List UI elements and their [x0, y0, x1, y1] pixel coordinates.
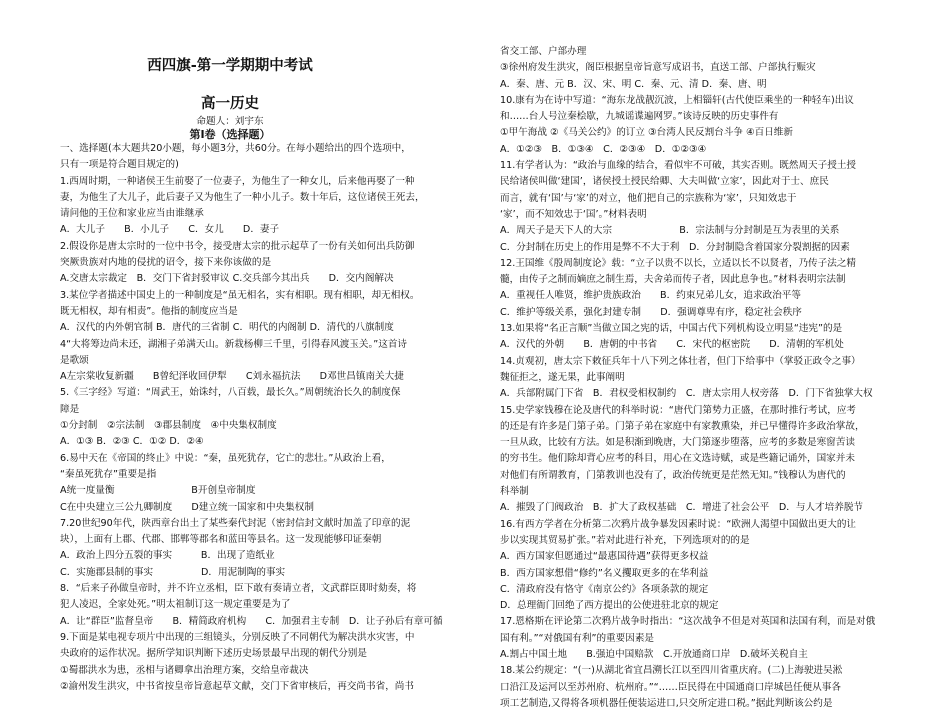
text-line: ①分封制 ②宗法制 ③郡县制度 ④中央集权制度 — [60, 420, 277, 432]
text-line: A统一度量衡 B开创皇帝制度 — [60, 485, 256, 497]
text-line: A．让“群臣”监督皇帝 B．精简政府机构 C．加强君主专制 D．让子孙后有章可循 — [60, 615, 443, 627]
text-line: 步以实现其贸易扩张。”若对此进行补充，下列选项对的的是 — [500, 534, 750, 546]
text-line: 项工艺制造,又得将各项机器任便装运进口,只交所定进口税。”据此判断该公约是 — [500, 697, 833, 709]
left-column — [60, 141, 453, 695]
text-line: A．兵部附属门下省 B．君权受相权制约 C．唐太宗用人权旁落 D．门下省独掌大权 — [500, 388, 873, 400]
text-line: 一、选择题(本大题共20小题，每小题3分，共60分。在每小题给出的四个选项中， — [60, 143, 411, 154]
text-line: 央政府的运作状况。据所学知识判断下述历史场景最早出现的朝代分别是 — [60, 648, 367, 660]
text-line: 1.西周时期，一种诸侯王生前娶了一位妻子，为他生了一种女儿，后来他再娶了一种 — [60, 175, 415, 187]
text-line: A．周天子是天下人的大宗 B．宗法制与分封制是互为表里的关系 — [500, 225, 840, 237]
text-line: 6.易中天在《帝国的终止》中说：“秦，虽死犹存，它亡的悲壮。”从政治上看， — [60, 452, 391, 464]
text-line: “秦虽死犹存”重要是指 — [60, 468, 157, 480]
text-line: B．西方国家想借“修约”名义攫取更多的在华利益 — [500, 567, 709, 579]
text-line: A．西方国家但愿通过“最惠国待遇”获得更多权益 — [500, 551, 709, 563]
text-line: 2.假设你是唐太宗时的一位中书令，接受唐太宗的批示起草了一份有关如何出兵防御 — [60, 240, 415, 252]
text-line: C．清政府没有恪守《南京公约》各项条款的规定 — [500, 583, 709, 595]
text-line: D．总理衙门回绝了西方提出的公使进驻北京的规定 — [500, 600, 719, 612]
text-line: A．汉代的外朝 B．唐朝的中书省 C．宋代的枢密院 D．清朝的军机处 — [500, 339, 844, 351]
text-line: 5.《三字经》写道：“周武王，始诛纣，八百载，最长久。”周朝统治长久的制度保 — [60, 387, 401, 399]
text-line: 髓，由传子之制而嫡庶之制生焉，夫舍弟而传子者，因此息争也。”材料表明宗法制 — [500, 274, 846, 286]
text-line: 和……台人号泣秦桧歇，九城谣谍遍网罗。”该诗反映的历史事件有 — [500, 111, 779, 123]
text-line: 口沿江及运河以至苏州府、杭州府。”“……臣民得在中国通商口岸城邑任便从事各 — [500, 681, 841, 693]
text-line: 既无相权，却有相责”。他指的制度应当是 — [60, 305, 238, 317]
text-line: A．摧毁了门阀政治 B．扩大了政权基础 C．增进了社会公平 D．与人才培养脱节 — [500, 502, 864, 514]
text-line: 18.某公约规定：“(一)从湖北省宜昌溯长江以至四川省重庆府。(二)上海驶进吴淞 — [500, 665, 843, 677]
text-line: 12.王国维《殷周制度论》载：“立子以贵不以长，立适以长不以贤者，乃传子法之精 — [500, 257, 857, 269]
text-line: 的还是有许多是门第子弟。门第子弟在家庭中有家教熏染，并已早懂得许多政治掌故， — [500, 420, 865, 432]
text-line: 请问他的王位和家业应当由谁继承 — [60, 208, 204, 220]
text-line: 科举制 — [500, 486, 529, 498]
text-line: 突厥贵族对内地的侵扰的诏令，接下来你该做的是 — [60, 257, 272, 269]
text-line: A.割占中国土地 B.强迫中国赔款 C.开放通商口岸 D.破坏关税自主 — [500, 648, 808, 660]
text-line: 块），上面有上郡、代郡、邯郸等郡名和蓝田等县名。这一发现能够印证秦朝 — [60, 534, 382, 546]
exam-author: 命题人：刘宇东 — [196, 116, 264, 127]
text-line: 国有利。”“对俄国有利”的重要因素是 — [500, 632, 655, 644]
text-line: C．实施郡县制的事实 D．用泥制陶的事实 — [60, 566, 286, 578]
text-line: 11.有学者认为：“政治与血缘的结合，看似牢不可破，其实否则。既然周天子授土授 — [500, 160, 857, 172]
text-line: C在中央建立三公九卿制度 D建立统一国家和中央集权制 — [60, 501, 314, 513]
text-line: 16.有西方学者在分析第二次鸦片战争暴发因素时说：“欧洲人渴望中国做出更大的让 — [500, 518, 857, 530]
text-line: A.交唐太宗裁定 B．交门下省封驳审议 C.交兵部今其出兵 D．交内阁解决 — [60, 273, 394, 285]
exam-subject: 高一历史 — [201, 96, 259, 112]
exam-title: 西四旗-第一学期期中考试 — [147, 58, 313, 74]
text-line: 对他们有所谓教育，门第教训也没有了，政治传统更是茫然无知。”钱穆认为唐代的 — [500, 469, 846, 481]
text-line: ③徐州府发生洪灾，阁臣根据皇帝旨意写成诏书，直送工部、户部执行赈灾 — [500, 62, 816, 74]
text-line: 省交工部、户部办理 — [500, 46, 587, 57]
text-line: A．大儿子 B．小儿子 C．女儿 D．妻子 — [60, 224, 280, 236]
text-line: 障是 — [60, 403, 80, 415]
text-line: C．分封制在历史上的作用是弊不不大于利 D．分封制隐含着国家分裂割据的因素 — [500, 241, 850, 253]
text-line: 一旦从政，比较有方法。如是积渐到晚唐，大门第逐步堕落，应考的多数是寒窗苦读 — [500, 437, 855, 449]
text-line: 民给诸侯叫做‘建国’，诸侯授土授民给卿、大夫叫做‘立家’，因此对于士、庶民 — [500, 176, 829, 188]
text-line: 7.20世纪90年代，陕西章台出土了某些秦代封泥（密封信封文献时加盖了印章的泥 — [60, 517, 411, 529]
text-line: 10.康有为在诗中写道：“海东龙战靓沉波，上相锱轩(古代使臣乘坐的一种轻车)出议 — [500, 94, 854, 106]
text-line: 14.贞观初，唐太宗下敕征兵年十八下列之体壮者，但门下给事中（掌驳正政令之事） — [500, 355, 861, 367]
text-line: A．秦、唐、元 B．汉、宋、明 C．秦、元、清 D．秦、唐、明 — [500, 78, 767, 90]
text-line: 只有一项是符合题目规定的) — [60, 159, 179, 171]
text-line: A．汉代的内外朝官制 B．唐代的三省制 C．明代的内阁制 D．清代的八旗制度 — [60, 322, 394, 334]
text-line: 4“大将筹边尚未还，湖湘子弟满天山。新栽杨柳三千里，引得春风渡玉关。”这首诗 — [60, 338, 408, 350]
text-line: ②渝州发生洪灾，中书省按皇帝旨意起草文献，交门下省审核后，再交尚书省，尚书 — [60, 680, 414, 692]
text-line: 3.某位学者描述中国史上的一种制度是“虽无相名，实有相职。现有相职，却无相权。 — [60, 289, 420, 301]
text-line: 13.如果将“名正言顺”当做立国之宪的话，中国古代下列机构设立明显“违宪”的是 — [500, 323, 843, 335]
text-line: 而言，就有‘国’与‘家’的对立，他们把自己的宗族称为‘家’，只知效忠于 — [500, 192, 797, 204]
text-line: A．政治上四分五裂的事实 B．出现了造纸业 — [60, 550, 275, 562]
text-line: 魏征拒之，遂无果，此事阐明 — [500, 371, 625, 383]
text-line: 犯人凌迟，全家处死。”明太祖制订这一规定重要是为了 — [60, 599, 291, 611]
volume-heading: 第Ⅰ卷（选择题） — [189, 128, 271, 141]
text-line: A左宗棠收复新疆 B曾纪泽收回伊犁 C刘永福抗法 D邓世昌镇南关大捷 — [60, 371, 404, 383]
text-line: 的穷书生。他们除却背心应考的科目，用心在文选诗赋，或是些籍记诵外，国家并未 — [500, 453, 855, 465]
text-line: ①甲午海战 ②《马关公约》的订立 ③台湾人民反割台斗争 ④百日维新 — [500, 127, 793, 139]
text-line: C．维护等级关系，强化封建专制 D．强调尊卑有序，稳定社会秩序 — [500, 306, 802, 318]
text-line: 是歌颂 — [60, 354, 89, 366]
text-line: 8．“后来子孙做皇帝时，并不许立丞相，臣下敢有奏请立者，文武群臣即时劾奏，将 — [60, 583, 417, 595]
text-line: 9.下面是某电视专项片中出现的三组镜头，分别反映了不同朝代为解决洪水灾害，中 — [60, 631, 415, 643]
text-line: 15.史学家钱穆在论及唐代的科举时说：“唐代门第势力正盛，在那时推行考试，应考 — [500, 404, 857, 416]
text-line: ①蜀郡洪水为患，丞相与诸卿拿出治理方案，交给皇帝裁决 — [60, 664, 309, 676]
text-line: A．①②③ B．①③④ C．②③④ D．①②③④ — [500, 143, 707, 155]
right-column — [500, 44, 920, 712]
text-line: A．①③ B．②③ C．①② D．②④ — [60, 436, 204, 448]
text-line: 妻，为他生了大儿子，此后妻子又为他生了一种小儿子。数十年后，这位诸侯王死去， — [60, 191, 425, 203]
text-line: ‘家’，而不知效忠于‘国’。”材料表明 — [500, 208, 647, 220]
text-line: A．重视任人唯贤，维护贵族政治 B．约束兄弟儿女，追求政治平等 — [500, 290, 801, 302]
text-line: 17.恩格斯在评论第二次鸦片战争时指出：“这次战争不但是对英国和法国有利，而是对俄 — [500, 616, 876, 628]
